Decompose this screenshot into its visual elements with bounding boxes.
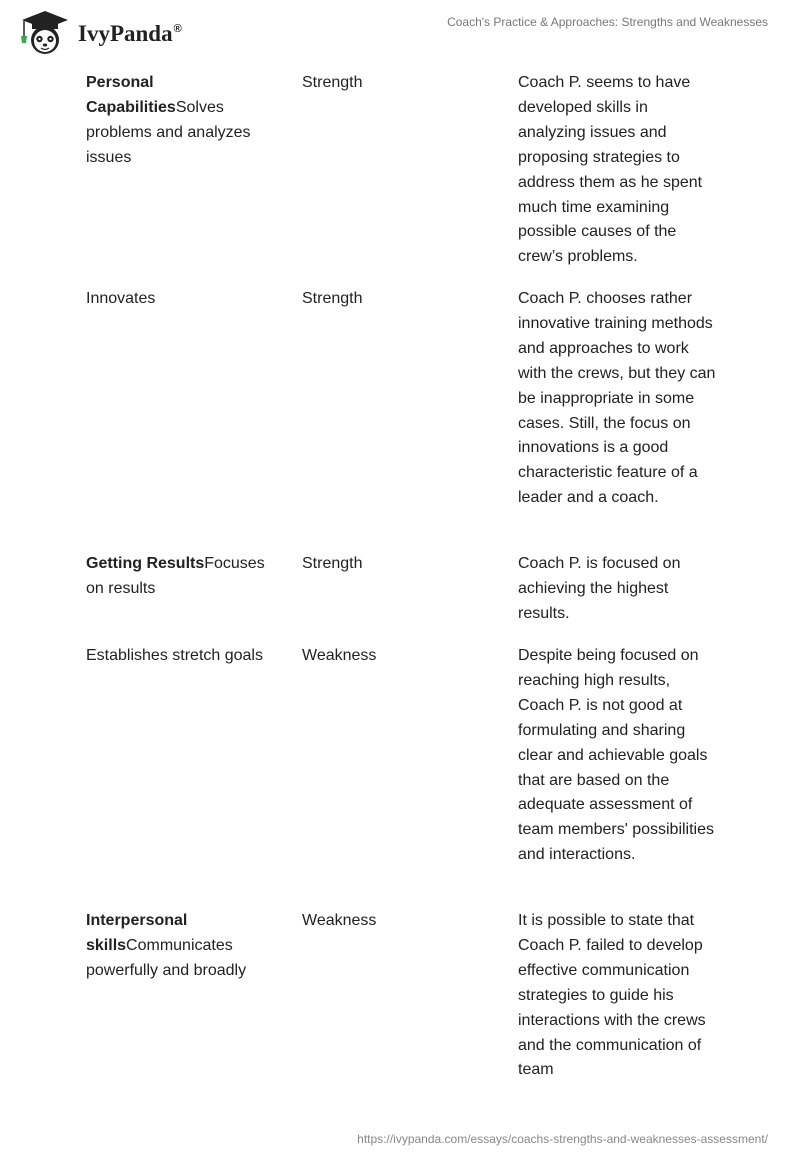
comment-cell: Despite being focused on reaching high results, Coach P. is not good at formulating and sharing clear and achievable goals that are based on the adequate assessment of team members' possibilities and interactions. [518,647,715,864]
comment-cell: Coach P. is focused on achieving the highest results. [518,555,681,622]
competency-item: Solves problems and analyzes issues [86,98,251,166]
competency-cell [86,71,282,171]
logo-wordmark: IvyPanda® [78,21,182,46]
assessment-cell: Strength [302,74,363,91]
competency-item: Communicates powerfully and broadly [86,936,247,979]
competency-item: Establishes stretch goals [86,647,263,664]
comment-cell: Coach P. seems to have developed skills in analyzing issues and proposing strategies to address them as he spent much time examining possible causes of the crew’s problems. [518,74,703,266]
competency-cell [86,644,282,669]
table-row [86,71,726,287]
competency-cell [86,287,282,312]
category-label: Interpersonal skills [86,912,188,954]
competency-item: Focuses on results [86,555,265,597]
registered-mark: ® [173,23,182,36]
assessment-table [86,71,726,1089]
panda-graduate-icon [14,10,76,56]
category-label: Personal Capabilities [86,74,176,116]
assessment-cell: Weakness [302,912,377,929]
assessment-cell: Weakness [302,647,377,664]
ivypanda-logo[interactable] [14,10,182,56]
page-header [0,0,800,64]
table-row [86,552,726,644]
assessment-cell: Strength [302,555,363,572]
table-row [86,287,726,552]
comment-cell: Coach P. chooses rather innovative training methods and approaches to work with the crews, but they can be inappropriate in some cases. Still, the focus on innovations is a good characteristic feature of a leader and a coach. [518,290,716,507]
comment-cell: It is possible to state that Coach P. failed to develop effective communication strategies to guide his interactions with the crews and the communication of team [518,912,706,1079]
source-url-link[interactable]: https://ivypanda.com/essays/coachs-strengths-and-weaknesses-assessment/ [357,1132,768,1146]
assessment-cell: Strength [302,290,363,307]
competency-item: Innovates [86,290,156,307]
category-label: Getting Results [86,555,205,572]
table-row [86,909,726,1089]
table-row [86,644,726,909]
competency-cell [86,552,282,602]
document-title: Coach's Practice & Approaches: Strengths and Weaknesses [447,15,768,29]
competency-cell [86,909,282,984]
